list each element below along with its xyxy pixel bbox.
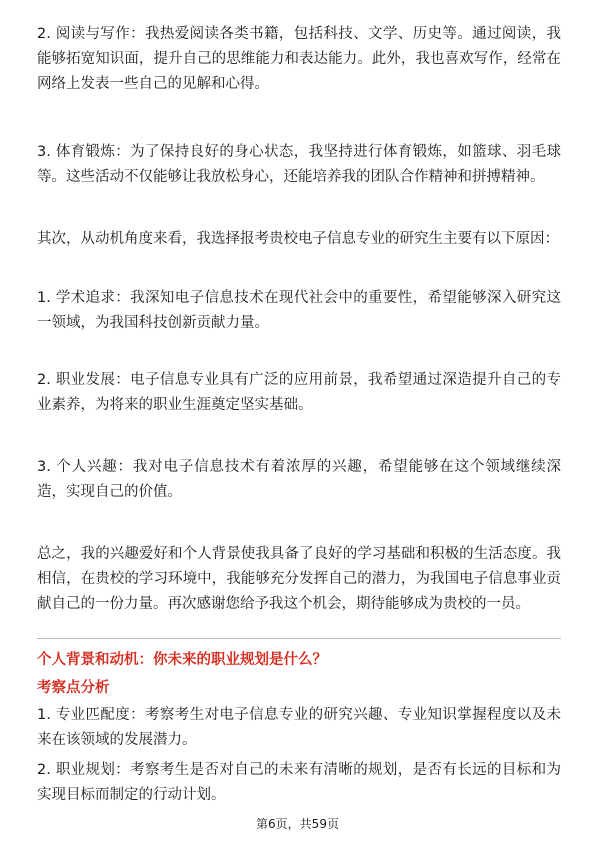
section-divider bbox=[37, 638, 561, 639]
analysis-heading: 考察点分析 bbox=[37, 680, 110, 696]
page-number: 第6页，共59页 bbox=[256, 817, 339, 831]
analysis-point-1: 1. 专业匹配度：考察考生对电子信息专业的研究兴趣、专业知识掌握程度以及未来在该领域的发展潜力。 bbox=[37, 707, 561, 748]
question-title: 个人背景和动机：你未来的职业规划是什么？ bbox=[37, 652, 327, 668]
paragraph-conclusion: 总之，我的兴趣爱好和个人背景使我具备了良好的学习基础和积极的生活态度。我相信，在贵校的学习环境中，我能够充分发挥自己的潜力，为我国电子信息事业贡献自己的一份力量。再次感谢您给予我这个机会，期待能够成为贵校的一员。 bbox=[37, 546, 561, 612]
paragraph-motivation-intro: 其次，从动机角度来看，我选择报考贵校电子信息专业的研究生主要有以下原因： bbox=[37, 231, 559, 247]
paragraph-reading-writing: 2. 阅读与写作：我热爱阅读各类书籍，包括科技、文学、历史等。通过阅读，我能够拓宽知识面，提升自己的思维能力和表达能力。此外，我也喜欢写作，经常在网络上发表一些自己的见解和心得。 bbox=[37, 26, 561, 92]
paragraph-sports: 3. 体育锻炼：为了保持良好的身心状态，我坚持进行体育锻炼，如篮球、羽毛球等。这些活动不仅能够让我放松身心，还能培养我的团队合作精神和拼搏精神。 bbox=[37, 144, 561, 185]
paragraph-interest: 3. 个人兴趣：我对电子信息技术有着浓厚的兴趣，希望能够在这个领域继续深造，实现自己的价值。 bbox=[37, 459, 561, 500]
analysis-point-2: 2. 职业规划：考察考生是否对自己的未来有清晰的规划，是否有长远的目标和为实现目标而制定的行动计划。 bbox=[37, 762, 561, 803]
paragraph-career: 2. 职业发展：电子信息专业具有广泛的应用前景，我希望通过深造提升自己的专业素养，为将来的职业生涯奠定坚实基础。 bbox=[37, 372, 561, 413]
paragraph-academic: 1. 学术追求：我深知电子信息技术在现代社会中的重要性，希望能够深入研究这一领域，为我国科技创新贡献力量。 bbox=[37, 290, 561, 331]
